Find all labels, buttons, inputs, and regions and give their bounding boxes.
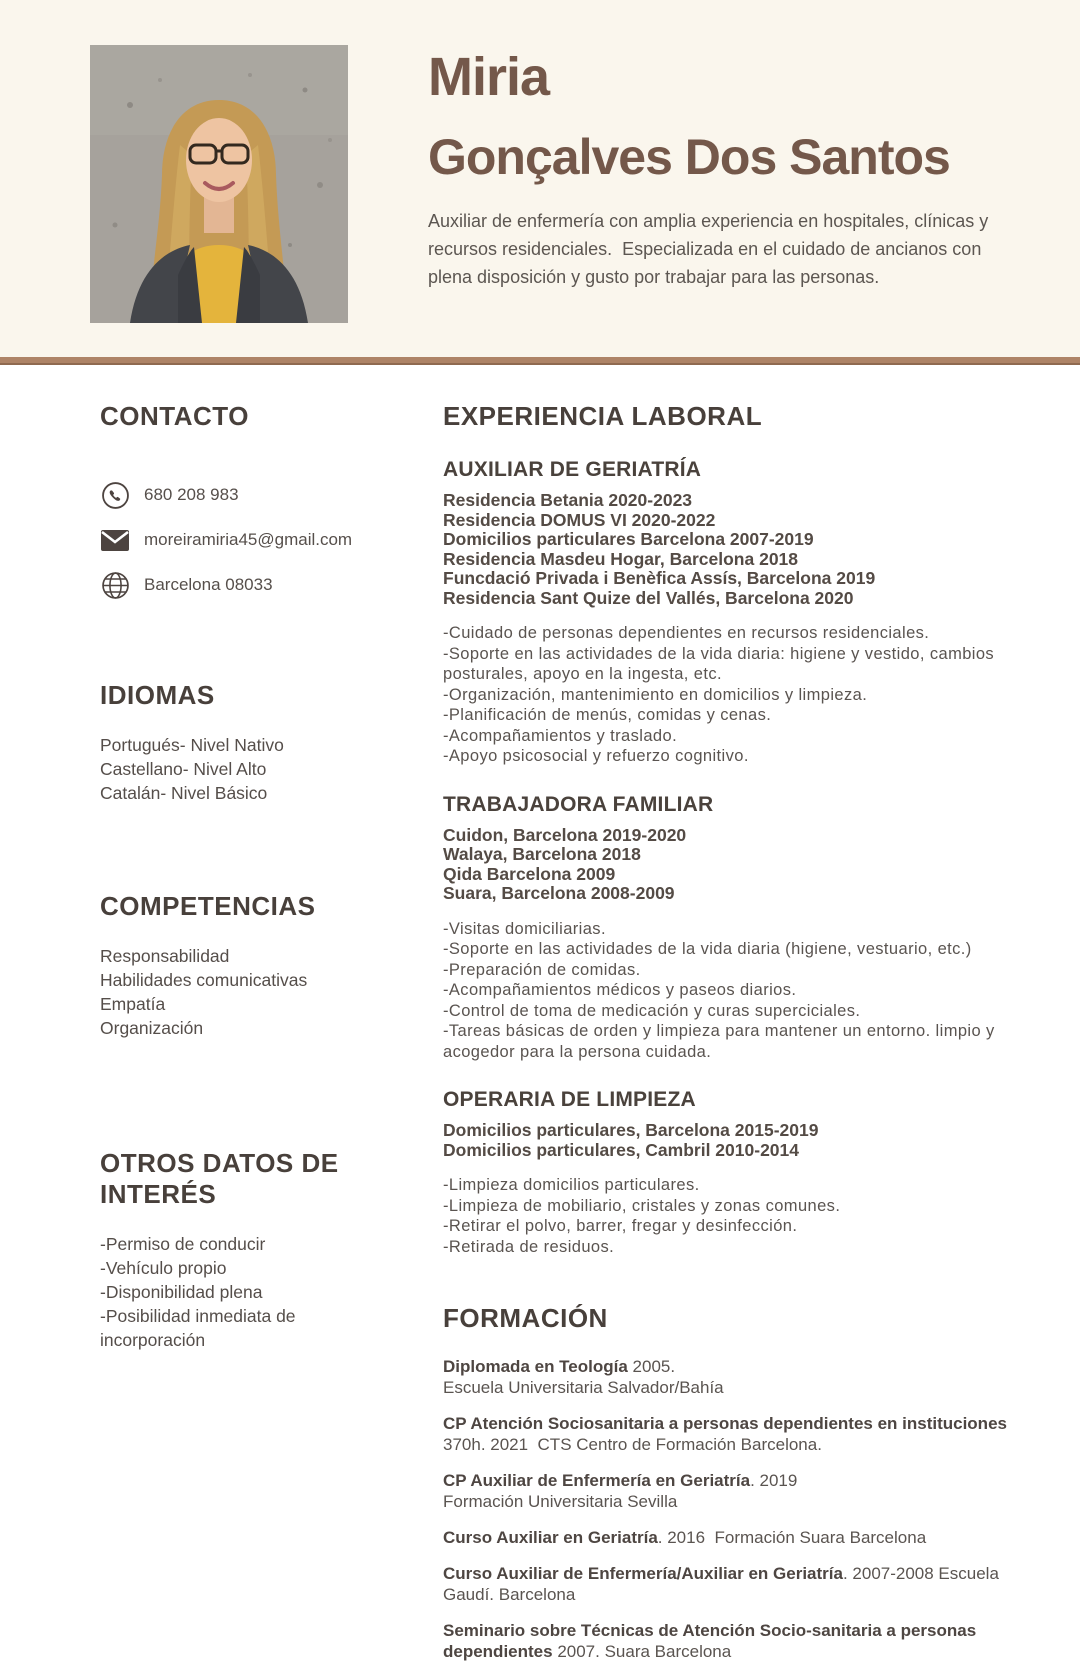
- education-detail: . 2007-2008 Escuela Gaudí. Barcelona: [443, 1564, 1004, 1604]
- education-entry: [443, 1563, 1022, 1605]
- job-duty: -Limpieza domicilios particulares.: [443, 1176, 700, 1194]
- job-place: Qida Barcelona 2009: [443, 863, 616, 884]
- skills-title: COMPETENCIAS: [100, 891, 316, 921]
- education-school: Escuela Universitaria Salvador/Bahía: [443, 1378, 724, 1397]
- job-role: AUXILIAR DE GERIATRÍA: [443, 458, 702, 481]
- phone-icon: [100, 480, 130, 510]
- education-school: Formación Universitaria Sevilla: [443, 1492, 678, 1511]
- skills-list: [100, 944, 400, 1040]
- job-duty: -Organización, mantenimiento en domicilios y limpieza.: [443, 685, 868, 704]
- job-duty: -Limpieza de mobiliario, cristales y zonas comunes.: [443, 1196, 841, 1215]
- skill-item: Empatía: [100, 994, 166, 1014]
- contact-location-row: [100, 570, 400, 600]
- other-data-item: -Vehículo propio: [100, 1258, 227, 1278]
- education-detail: . 2016 Formación Suara Barcelona: [657, 1528, 927, 1547]
- job-place: Domicilios particulares, Cambril 2010-2014: [443, 1139, 799, 1160]
- phone-number: 680 208 983: [144, 485, 239, 504]
- education-detail: 2005.: [627, 1357, 676, 1376]
- location: Barcelona 08033: [144, 575, 273, 594]
- header-divider-bar: [0, 357, 1080, 365]
- job-places: [443, 491, 1022, 608]
- education-school: 370h. 2021 CTS Centro de Formación Barcelona.: [443, 1435, 822, 1454]
- job-duty: -Control de toma de medicación y curas superciciales.: [443, 1001, 861, 1020]
- job-places: [443, 1121, 1022, 1160]
- education-detail: . 2019: [750, 1471, 798, 1490]
- job-place: Residencia Sant Quize del Vallés, Barcelona 2020: [443, 587, 854, 608]
- education-degree: Curso Auxiliar de Enfermería/Auxiliar en Geriatría: [443, 1564, 843, 1583]
- job-duty: -Apoyo psicosocial y refuerzo cognitivo.: [443, 747, 749, 765]
- main-column: [443, 401, 1022, 1677]
- language-item: Castellano- Nivel Alto: [100, 759, 267, 779]
- other-data-list: [100, 1232, 400, 1352]
- skill-item: Habilidades comunicativas: [100, 970, 308, 990]
- sidebar: [100, 401, 400, 1677]
- header: [0, 0, 1080, 357]
- job-duty: -Acompañamientos médicos y paseos diarios.: [443, 981, 797, 999]
- job-duties: [443, 919, 1022, 1063]
- profile-summary: Auxiliar de enfermería con amplia experiencia en hospitales, clínicas y recursos residenciales. Especializada en el cuidado de ancianos con plena disposición y gusto por trabajar para las personas.: [428, 211, 994, 287]
- contact-phone-row: [100, 480, 400, 510]
- contact-email-row: [100, 525, 400, 555]
- job-duty: -Cuidado de personas dependientes en recursos residenciales.: [443, 624, 930, 642]
- other-data-title: OTROS DATOS DE INTERÉS: [100, 1148, 339, 1209]
- job-duties: [443, 623, 1022, 767]
- job-place: Domicilios particulares, Barcelona 2015-2019: [443, 1120, 819, 1140]
- job-duty: -Planificación de menús, comidas y cenas.: [443, 706, 772, 724]
- education-list: [443, 1356, 1022, 1662]
- job-places: [443, 826, 1022, 904]
- education-entry: [443, 1356, 1022, 1398]
- other-data-item: -Permiso de conducir: [100, 1234, 266, 1254]
- job-duty: -Retirada de residuos.: [443, 1237, 615, 1256]
- education-degree: CP Auxiliar de Enfermería en Geriatría: [443, 1471, 751, 1490]
- education-degree: Seminario sobre Técnicas de Atención Socio-sanitaria a personas dependientes: [443, 1621, 981, 1661]
- content: [0, 365, 1080, 1677]
- job-trabajadora-familiar: [443, 793, 1022, 1063]
- job-duty: -Soporte en las actividades de la vida diaria (higiene, vestuario, etc.): [443, 940, 972, 958]
- name-last: Gonçalves Dos Santos: [428, 129, 950, 185]
- job-place: Funcdació Privada i Benèfica Assís, Barcelona 2019: [443, 568, 876, 588]
- language-item: Catalán- Nivel Básico: [100, 783, 268, 803]
- other-data-item: -Posibilidad inmediata de incorporación: [100, 1306, 296, 1350]
- job-duty: -Visitas domiciliarias.: [443, 919, 606, 938]
- job-duty: -Tareas básicas de orden y limpieza para mantener un entorno. limpio y acogedor para la persona cuidada.: [443, 1022, 1000, 1061]
- job-role: TRABAJADORA FAMILIAR: [443, 792, 714, 816]
- job-duty: -Acompañamientos y traslado.: [443, 726, 678, 745]
- education-entry: [443, 1470, 1022, 1512]
- job-place: Residencia DOMUS VI 2020-2022: [443, 509, 716, 530]
- job-role: OPERARIA DE LIMPIEZA: [443, 1088, 696, 1111]
- profile-photo-illustration: [90, 45, 348, 323]
- education-detail: 2007. Suara Barcelona: [552, 1642, 732, 1661]
- education-degree: CP Atención Sociosanitaria a personas dependientes en instituciones: [443, 1414, 1007, 1433]
- job-duty: -Preparación de comidas.: [443, 960, 641, 979]
- job-place: Suara, Barcelona 2008-2009: [443, 883, 675, 903]
- education-degree: Diplomada en Teología: [443, 1357, 628, 1376]
- languages-title: IDIOMAS: [100, 680, 215, 710]
- job-duty: -Soporte en las actividades de la vida diaria: higiene y vestido, cambios posturales, apoyo en la ingesta, etc.: [443, 644, 1000, 683]
- name-first: Miria: [428, 47, 550, 107]
- globe-icon: [100, 570, 130, 600]
- education-entry: [443, 1413, 1022, 1455]
- job-place: Domicilios particulares Barcelona 2007-2019: [443, 529, 814, 549]
- job-place: Residencia Masdeu Hogar, Barcelona 2018: [443, 548, 799, 569]
- experience-title: EXPERIENCIA LABORAL: [443, 401, 763, 431]
- education-title: FORMACIÓN: [443, 1303, 608, 1333]
- skill-item: Organización: [100, 1018, 204, 1038]
- job-place: Walaya, Barcelona 2018: [443, 844, 641, 864]
- job-operaria-limpieza: [443, 1088, 1022, 1257]
- job-place: Cuidon, Barcelona 2019-2020: [443, 824, 687, 845]
- education-entry: [443, 1620, 1022, 1662]
- education-degree: Curso Auxiliar en Geriatría: [443, 1528, 658, 1547]
- job-duty: -Retirar el polvo, barrer, fregar y desinfección.: [443, 1217, 798, 1235]
- email-icon: [100, 525, 130, 555]
- skill-item: Responsabilidad: [100, 946, 230, 966]
- job-duties: [443, 1175, 1022, 1257]
- email-address: moreiramiria45@gmail.com: [144, 530, 353, 549]
- language-item: Portugués- Nivel Nativo: [100, 735, 284, 755]
- languages-list: [100, 733, 400, 805]
- contact-title: CONTACTO: [100, 401, 249, 431]
- job-place: Residencia Betania 2020-2023: [443, 490, 693, 510]
- other-data-item: -Disponibilidad plena: [100, 1282, 263, 1302]
- education-entry: [443, 1527, 1022, 1548]
- profile-photo: [90, 45, 348, 323]
- job-auxiliar-geriatria: [443, 458, 1022, 767]
